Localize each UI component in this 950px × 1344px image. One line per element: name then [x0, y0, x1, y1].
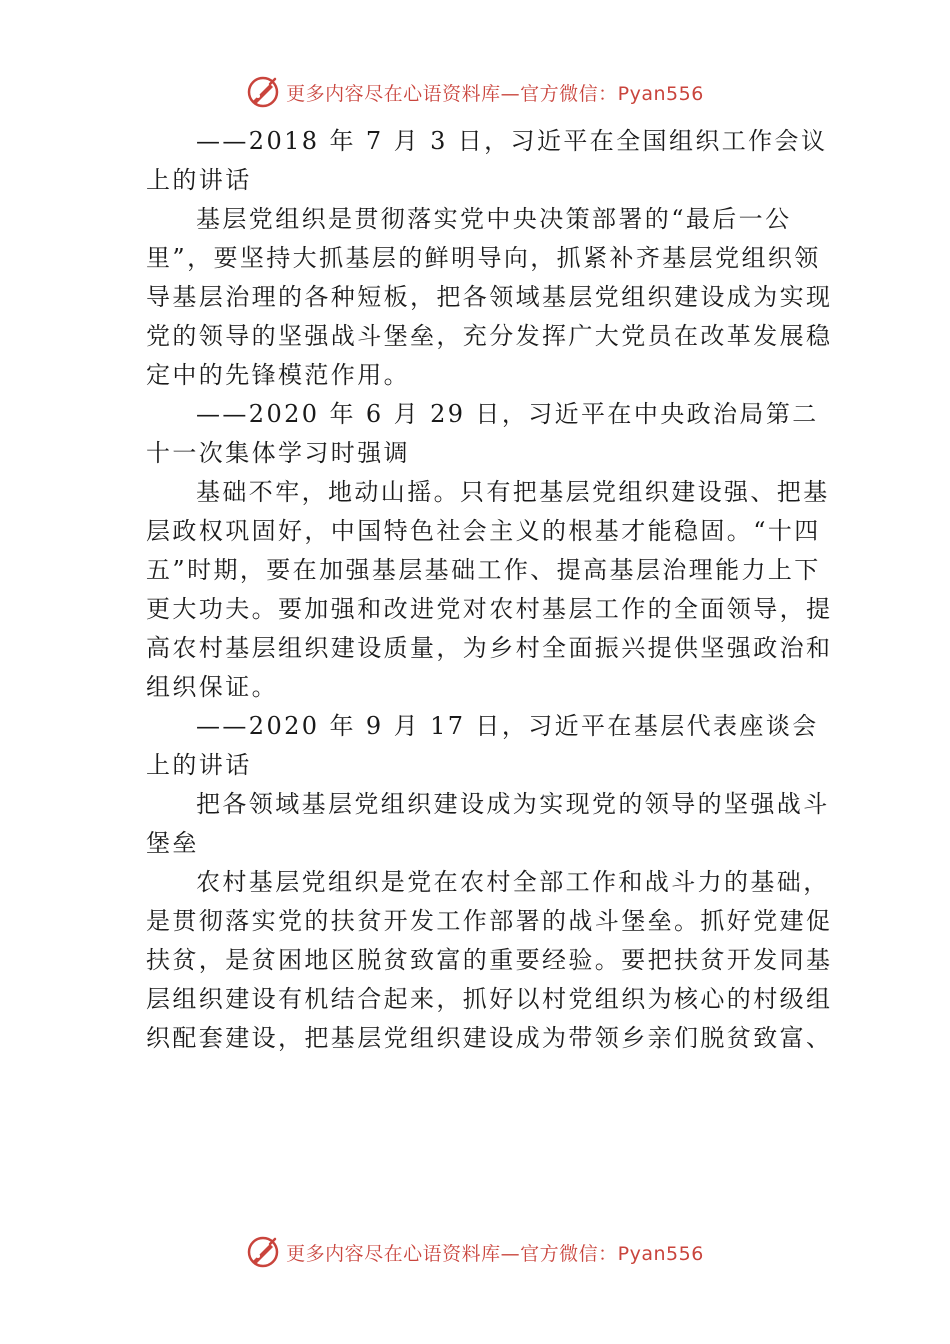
- header-watermark: [0, 72, 950, 112]
- section-heading: 把各领域基层党组织建设成为实现党的领导的坚强战斗堡垒: [146, 790, 830, 857]
- document-body: [146, 122, 836, 1058]
- body-paragraph: 农村基层党组织是党在农村全部工作和战斗力的基础，是贯彻落实党的扶贫开发工作部署的战斗堡垒。抓好党建促扶贫，是贫困地区脱贫致富的重要经验。要把扶贫开发同基层组织建设有机结合起来，抓好以村党组织为核心的村级组织配套建设，把基层党组织建设成为带领乡亲们脱贫致富、: [146, 868, 833, 1052]
- quote-paragraph: 基层党组织是贯彻落实党中央决策部署的“最后一公里”，要坚持大抓基层的鲜明导向，抓紧补齐基层党组织领导基层治理的各种短板，把各领域基层党组织建设成为实现党的领导的坚强战斗堡垒，充分发挥广大党员在改革发展稳定中的先锋模范作用。: [146, 205, 833, 389]
- quote-attribution-2018: ——2018 年 7 月 3 日，习近平在全国组织工作会议上的讲话: [146, 127, 828, 194]
- footer-watermark: [0, 1232, 950, 1272]
- pen-nib-circle-icon: [246, 75, 280, 109]
- watermark-text: 更多内容尽在心语资料库—官方微信：Pyan556: [286, 82, 704, 105]
- quote-attribution-2020-06: ——2020 年 6 月 29 日，习近平在中央政治局第二十一次集体学习时强调: [146, 400, 819, 467]
- quote-attribution-2020-09: ——2020 年 9 月 17 日，习近平在基层代表座谈会上的讲话: [146, 712, 819, 779]
- pen-nib-circle-icon: [246, 1235, 280, 1269]
- watermark-text: 更多内容尽在心语资料库—官方微信：Pyan556: [286, 1242, 704, 1265]
- quote-paragraph: 基础不牢，地动山摇。只有把基层党组织建设强、把基层政权巩固好，中国特色社会主义的根基才能稳固。“十四五”时期，要在加强基层基础工作、提高基层治理能力上下更大功夫。要加强和改进党对农村基层工作的全面领导，提高农村基层组织建设质量，为乡村全面振兴提供坚强政治和组织保证。: [146, 478, 833, 701]
